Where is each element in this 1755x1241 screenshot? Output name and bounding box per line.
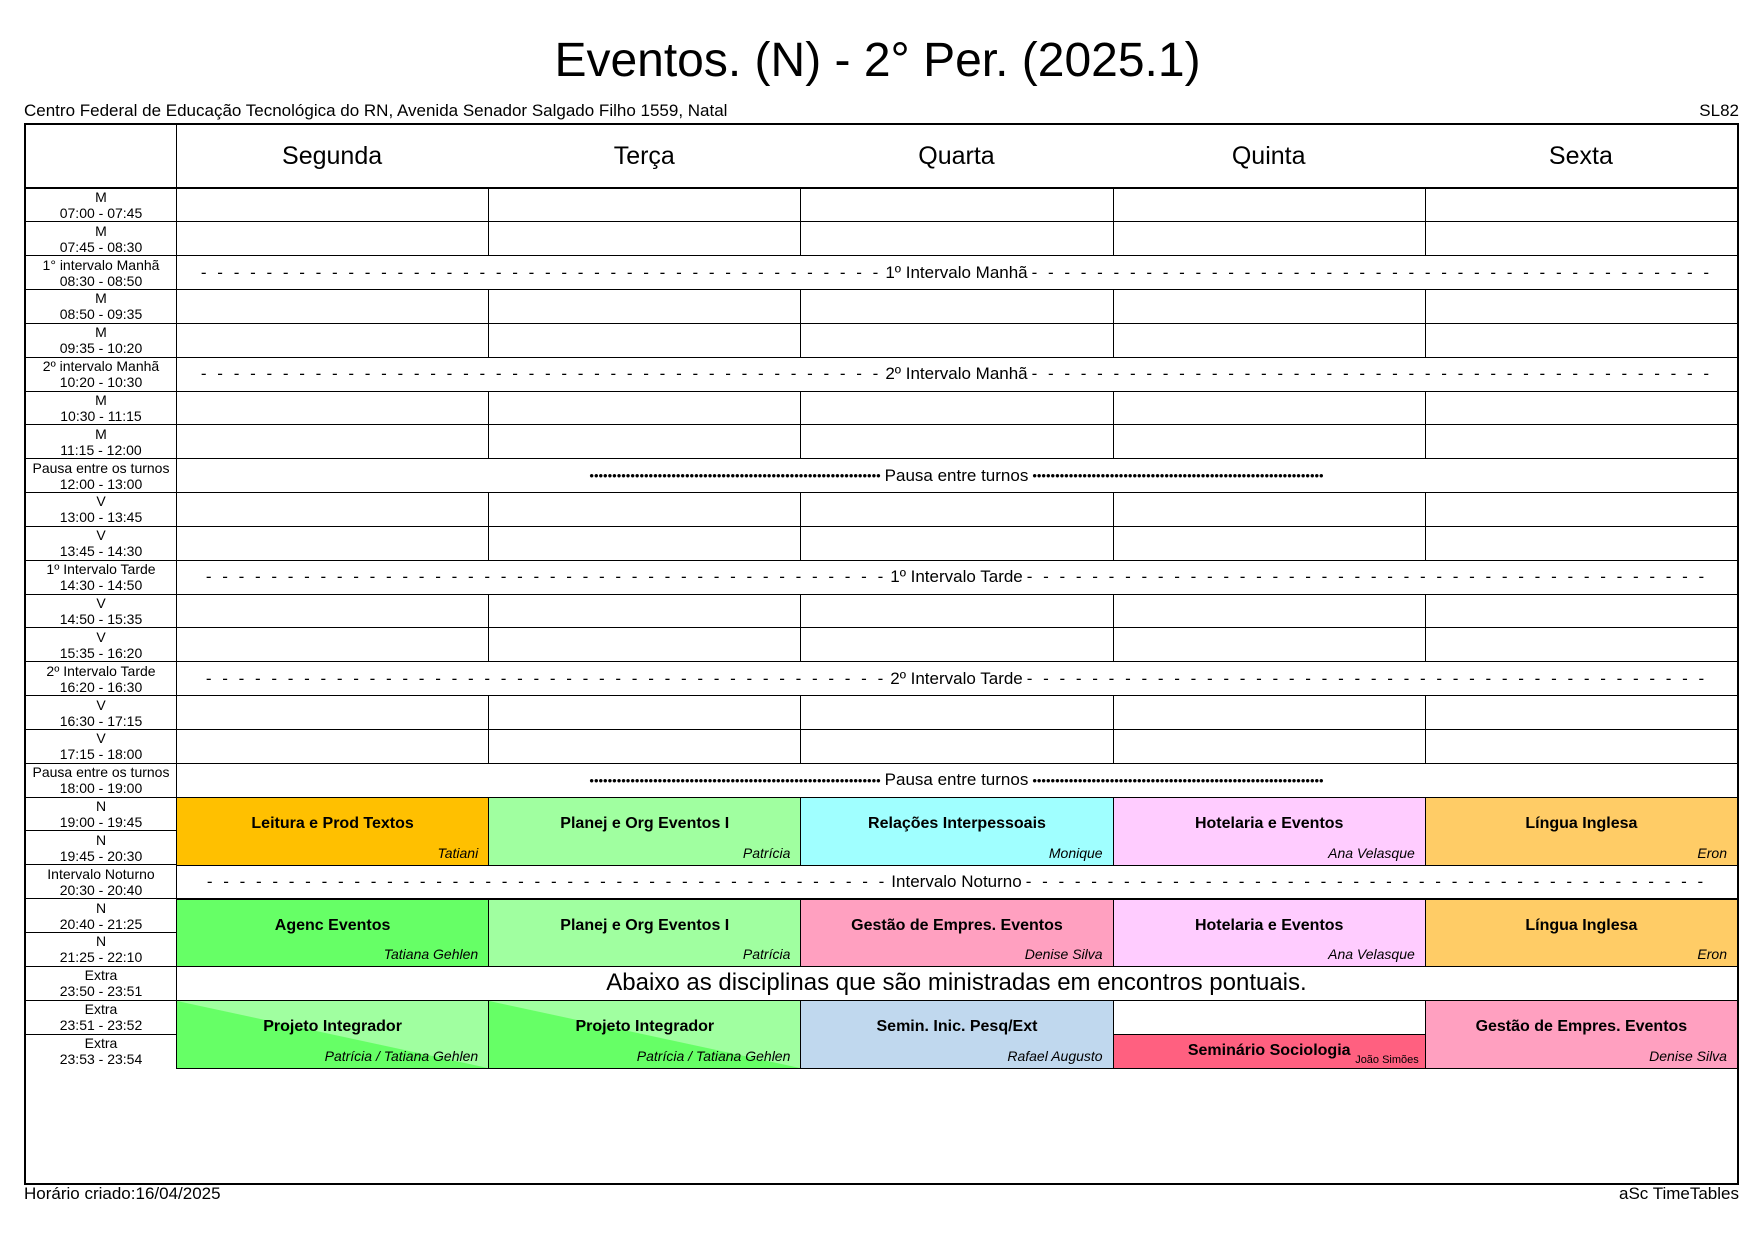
time-slot-label	[26, 628, 176, 662]
time-slot-name: V	[96, 493, 106, 510]
column-divider	[1113, 493, 1114, 527]
time-slot-range: 14:50 - 15:35	[59, 610, 143, 627]
time-slot-label	[26, 560, 176, 594]
lesson-subject: Planej e Org Eventos I	[560, 916, 730, 934]
time-slot-label	[26, 662, 176, 696]
row-divider	[26, 221, 1737, 222]
creation-date: Horário criado:16/04/2025	[24, 1184, 221, 1203]
column-divider	[1113, 628, 1114, 662]
column-divider	[1425, 391, 1426, 425]
break-filler-right: - - - - - - - - - - - - - - - - - - - - - - - - - - - - - - - - - - - - - - - - - -	[1025, 871, 1707, 891]
time-slot-label	[26, 357, 176, 391]
time-slot-label	[26, 797, 176, 831]
time-slot-range: 18:00 - 19:00	[59, 780, 143, 797]
break-filler-right: ••••••••••••••••••••••••••••••••••••••••••••••••••••••••••••••••	[1032, 468, 1324, 484]
notice-row: Abaixo as disciplinas que são ministradas em encontros pontuais.	[606, 969, 1307, 997]
lesson-teacher: Patrícia / Tatiana Gehlen	[636, 1047, 791, 1064]
lesson-card[interactable]	[800, 899, 1113, 968]
break-label: Pausa entre turnos	[884, 465, 1029, 485]
time-slot-range: 13:00 - 13:45	[59, 509, 143, 526]
time-slot-label	[26, 459, 176, 493]
time-slot-name: M	[95, 290, 107, 307]
column-divider	[800, 594, 801, 628]
break-label: 1º Intervalo Manhã	[885, 262, 1028, 282]
column-divider	[800, 696, 801, 730]
time-slot-range: 23:53 - 23:54	[59, 1050, 143, 1067]
time-slot-label	[26, 323, 176, 357]
column-divider	[488, 729, 489, 763]
lesson-subject: Língua Inglesa	[1525, 916, 1638, 934]
time-slot-name: 2º intervalo Manhã	[42, 358, 160, 375]
column-divider	[1113, 594, 1114, 628]
column-divider	[1425, 222, 1426, 256]
time-slot-label	[26, 899, 176, 933]
column-divider	[800, 729, 801, 763]
lesson-teacher: Patrícia	[742, 844, 791, 861]
column-divider	[800, 222, 801, 256]
lesson-teacher: Ana Velasque	[1328, 946, 1415, 963]
column-divider	[1425, 290, 1426, 324]
time-slot-range: 07:45 - 08:30	[59, 238, 143, 255]
time-slot-name: Extra	[84, 967, 118, 984]
time-slot-name: Extra	[84, 1034, 118, 1051]
column-divider	[800, 188, 801, 222]
day-header-5: Sexta	[1548, 142, 1613, 170]
column-divider	[1425, 628, 1426, 662]
break-filler-left: - - - - - - - - - - - - - - - - - - - - - - - - - - - - - - - - - - - - - - - - - -	[200, 364, 882, 384]
lesson-teacher: Denise Silva	[1649, 1047, 1727, 1064]
page-title: Eventos. (N) - 2° Per. (2025.1)	[554, 34, 1201, 87]
row-divider	[26, 391, 1737, 392]
lesson-card[interactable]	[800, 1000, 1113, 1069]
column-divider	[800, 425, 801, 459]
column-divider	[1113, 188, 1114, 222]
day-header-3: Quarta	[918, 142, 995, 170]
column-divider	[1113, 425, 1114, 459]
row-divider	[26, 729, 1737, 730]
lesson-card[interactable]	[488, 899, 801, 968]
row-divider	[26, 289, 1737, 290]
time-slot-label	[26, 763, 176, 797]
time-slot-range: 20:30 - 20:40	[59, 881, 143, 898]
time-slot-label	[26, 966, 176, 1000]
time-slot-range: 09:35 - 10:20	[59, 340, 143, 357]
lesson-card[interactable]	[488, 797, 801, 866]
lesson-card[interactable]	[488, 1000, 801, 1069]
column-divider	[488, 188, 489, 222]
column-divider	[1113, 222, 1114, 256]
time-slot-label	[26, 256, 176, 290]
time-slot-name: M	[95, 391, 107, 408]
time-slot-range: 11:15 - 12:00	[60, 441, 142, 458]
column-divider	[1425, 425, 1426, 459]
time-slot-range: 20:40 - 21:25	[59, 915, 143, 932]
time-slot-name: V	[96, 730, 106, 747]
column-divider	[800, 493, 801, 527]
lesson-teacher: Patrícia	[742, 946, 791, 963]
time-slot-name: V	[96, 696, 106, 713]
time-slot-name: M	[95, 222, 107, 239]
time-slot-range: 16:30 - 17:15	[59, 712, 143, 729]
time-slot-name: Extra	[84, 1001, 118, 1018]
break-filler-right: - - - - - - - - - - - - - - - - - - - - - - - - - - - - - - - - - - - - - - - - - -	[1031, 262, 1713, 282]
column-divider	[800, 526, 801, 560]
day-header-2: Terça	[613, 142, 675, 170]
break-label: Pausa entre turnos	[884, 770, 1029, 790]
column-divider	[488, 391, 489, 425]
column-divider	[488, 628, 489, 662]
lesson-subject: Gestão de Empres. Eventos	[851, 916, 1063, 934]
break-row	[176, 865, 1737, 899]
time-slot-name: 1º Intervalo Tarde	[46, 561, 156, 578]
column-divider	[800, 323, 801, 357]
break-row	[176, 256, 1737, 290]
break-row	[176, 560, 1737, 594]
break-label: 1º Intervalo Tarde	[890, 567, 1023, 587]
time-slot-name: N	[95, 831, 107, 848]
column-divider	[1425, 696, 1426, 730]
time-slot-name: 2º Intervalo Tarde	[46, 662, 156, 679]
column-divider	[488, 696, 489, 730]
time-slot-name: N	[95, 933, 107, 950]
time-slot-range: 23:51 - 23:52	[59, 1017, 143, 1034]
time-slot-range: 13:45 - 14:30	[59, 543, 143, 560]
lesson-subject: Hotelaria e Eventos	[1194, 815, 1344, 833]
column-divider	[488, 323, 489, 357]
column-divider	[1425, 323, 1426, 357]
time-slot-label	[26, 696, 176, 730]
break-filler-right: ••••••••••••••••••••••••••••••••••••••••••••••••••••••••••••••••	[1032, 772, 1324, 788]
column-divider	[1113, 526, 1114, 560]
lesson-subject: Língua Inglesa	[1525, 815, 1638, 833]
column-divider	[1113, 729, 1114, 763]
time-slot-label	[26, 526, 176, 560]
lesson-card[interactable]	[1113, 899, 1426, 968]
column-divider	[1113, 323, 1114, 357]
lesson-teacher: Monique	[1048, 844, 1103, 861]
lesson-teacher: Ana Velasque	[1328, 844, 1415, 861]
column-divider	[488, 425, 489, 459]
column-divider	[1113, 290, 1114, 324]
break-filler-left: - - - - - - - - - - - - - - - - - - - - - - - - - - - - - - - - - - - - - - - - - -	[205, 668, 887, 688]
time-slot-range: 10:30 - 11:15	[60, 407, 142, 424]
row-divider	[26, 424, 1737, 425]
break-row	[176, 662, 1737, 696]
row-divider	[26, 627, 1737, 628]
lesson-card[interactable]	[176, 797, 489, 866]
lesson-card[interactable]	[176, 1000, 489, 1069]
time-slot-label	[26, 188, 176, 222]
row-divider	[26, 695, 1737, 696]
break-filler-left: - - - - - - - - - - - - - - - - - - - - - - - - - - - - - - - - - - - - - - - - - -	[200, 262, 882, 282]
time-slot-label	[26, 493, 176, 527]
break-filler-left: ••••••••••••••••••••••••••••••••••••••••••••••••••••••••••••••••	[589, 772, 881, 788]
break-filler-left: - - - - - - - - - - - - - - - - - - - - - - - - - - - - - - - - - - - - - - - - - -	[206, 871, 888, 891]
column-divider	[800, 391, 801, 425]
time-slot-range: 08:50 - 09:35	[59, 306, 143, 323]
time-slot-name: 1° intervalo Manhã	[42, 256, 160, 273]
column-divider	[488, 493, 489, 527]
lesson-card[interactable]	[1425, 899, 1738, 968]
timetable-grid	[24, 123, 1739, 1185]
time-slot-name: M	[95, 324, 107, 341]
time-slot-label	[26, 290, 176, 324]
day-header-4: Quinta	[1231, 142, 1306, 170]
row-divider	[26, 323, 1737, 324]
time-slot-range: 14:30 - 14:50	[59, 577, 143, 594]
time-slot-range: 19:45 - 20:30	[59, 847, 143, 864]
time-slot-label	[26, 932, 176, 966]
lesson-card[interactable]	[176, 899, 489, 968]
lesson-subject: Projeto Integrador	[263, 1018, 402, 1036]
row-divider	[26, 492, 1737, 493]
time-slot-name: Intervalo Noturno	[47, 865, 155, 882]
time-slot-range: 19:00 - 19:45	[59, 814, 143, 831]
lesson-teacher: Tatiani	[437, 844, 479, 861]
break-filler-right: - - - - - - - - - - - - - - - - - - - - - - - - - - - - - - - - - - - - - - - - - -	[1026, 668, 1708, 688]
room-code: SL82	[1699, 101, 1739, 120]
time-slot-range: 10:20 - 10:30	[59, 374, 143, 391]
day-header-1: Segunda	[282, 142, 383, 170]
lesson-teacher: Eron	[1697, 946, 1727, 963]
lesson-subject: Seminário Sociologia	[1187, 1042, 1351, 1060]
time-slot-name: V	[96, 628, 106, 645]
column-divider	[488, 526, 489, 560]
column-divider	[488, 222, 489, 256]
break-filler-right: - - - - - - - - - - - - - - - - - - - - - - - - - - - - - - - - - - - - - - - - - -	[1031, 364, 1713, 384]
column-divider	[800, 628, 801, 662]
lesson-teacher: Tatiana Gehlen	[383, 946, 479, 963]
time-slot-label	[26, 222, 176, 256]
lesson-teacher: Denise Silva	[1024, 946, 1103, 963]
lesson-teacher: Rafael Augusto	[1007, 1047, 1103, 1064]
break-row	[176, 357, 1737, 391]
lesson-card[interactable]	[1113, 797, 1426, 866]
column-divider	[1425, 729, 1426, 763]
software-credit: aSc TimeTables	[1619, 1184, 1739, 1203]
column-divider	[1425, 526, 1426, 560]
break-label: Intervalo Noturno	[891, 871, 1022, 891]
column-divider	[1425, 188, 1426, 222]
column-divider	[1425, 594, 1426, 628]
row-divider	[26, 526, 1737, 527]
lesson-subject: Agenc Eventos	[274, 916, 391, 934]
time-slot-range: 07:00 - 07:45	[59, 204, 143, 221]
time-slot-name: N	[95, 899, 107, 916]
time-slot-range: 15:35 - 16:20	[59, 644, 143, 661]
time-slot-name: N	[95, 798, 107, 815]
time-slot-label	[26, 594, 176, 628]
column-divider	[488, 594, 489, 628]
time-slot-label	[26, 391, 176, 425]
time-slot-range: 16:20 - 16:30	[59, 678, 143, 695]
column-divider	[1425, 493, 1426, 527]
school-address: Centro Federal de Educação Tecnológica do RN, Avenida Senador Salgado Filho 1559, Natal	[24, 101, 728, 120]
lesson-card[interactable]	[800, 797, 1113, 866]
time-slot-range: 08:30 - 08:50	[59, 272, 143, 289]
time-slot-name: V	[96, 527, 106, 544]
lesson-card[interactable]	[1425, 1000, 1738, 1069]
lesson-subject: Planej e Org Eventos I	[560, 815, 730, 833]
break-filler-left: ••••••••••••••••••••••••••••••••••••••••••••••••••••••••••••••••	[589, 468, 881, 484]
lesson-subject: Projeto Integrador	[575, 1018, 715, 1036]
break-filler-left: - - - - - - - - - - - - - - - - - - - - - - - - - - - - - - - - - - - - - - - - - -	[205, 567, 887, 587]
time-slot-name: V	[96, 594, 106, 611]
time-slot-name: Pausa entre os turnos	[32, 764, 170, 781]
lesson-subject: Relações Interpessoais	[868, 815, 1046, 833]
lesson-teacher: Patrícia / Tatiana Gehlen	[324, 1047, 479, 1064]
lesson-subject: Leitura e Prod Textos	[251, 815, 414, 833]
row-divider	[26, 594, 1737, 595]
column-divider	[488, 290, 489, 324]
lesson-subject: Semin. Inic. Pesq/Ext	[876, 1018, 1038, 1036]
time-slot-name: Pausa entre os turnos	[32, 459, 170, 476]
row-divider	[26, 187, 1737, 189]
time-slot-name: M	[95, 188, 107, 205]
lesson-card[interactable]	[1425, 797, 1738, 866]
lesson-subject: Hotelaria e Eventos	[1194, 916, 1344, 934]
break-row	[176, 459, 1737, 493]
lesson-teacher: Eron	[1697, 844, 1727, 861]
break-row	[176, 763, 1737, 797]
time-slot-label	[26, 729, 176, 763]
break-filler-right: - - - - - - - - - - - - - - - - - - - - - - - - - - - - - - - - - - - - - - - - - -	[1026, 567, 1708, 587]
column-divider	[1113, 696, 1114, 730]
column-divider	[1113, 391, 1114, 425]
time-slot-label	[26, 1000, 176, 1034]
time-slot-label	[26, 425, 176, 459]
time-slot-range: 21:25 - 22:10	[59, 949, 143, 966]
break-label: 2º Intervalo Tarde	[890, 668, 1023, 688]
column-divider	[800, 290, 801, 324]
lesson-teacher: João Simões	[1355, 1053, 1419, 1066]
time-slot-range: 17:15 - 18:00	[59, 746, 143, 763]
time-slot-range: 23:50 - 23:51	[59, 983, 143, 1000]
time-slot-label	[26, 831, 176, 865]
break-label: 2º Intervalo Manhã	[885, 364, 1028, 384]
time-slot-name: M	[95, 425, 107, 442]
time-slot-label	[26, 865, 176, 899]
time-slot-range: 12:00 - 13:00	[59, 475, 143, 492]
lesson-subject: Gestão de Empres. Eventos	[1475, 1018, 1688, 1036]
lesson-card[interactable]	[1113, 1034, 1426, 1069]
time-slot-label	[26, 1034, 176, 1068]
